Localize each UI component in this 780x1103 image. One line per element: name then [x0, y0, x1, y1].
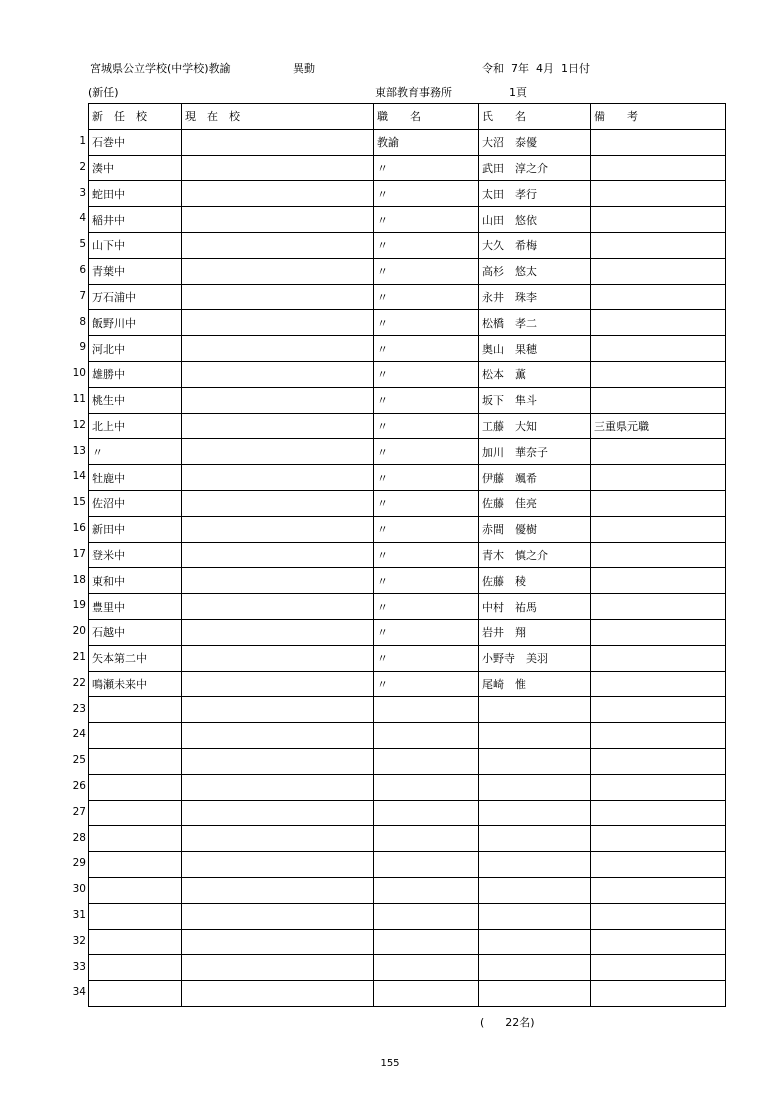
table-row: [89, 465, 726, 491]
cell-current-school: [182, 465, 374, 491]
cell-note: [591, 903, 726, 929]
cell-new-school: [89, 748, 182, 774]
row-number: 7: [79, 289, 86, 302]
cell-name: [479, 981, 591, 1007]
table-row: [89, 723, 726, 749]
cell-position: 〃: [374, 542, 479, 568]
cell-position: 〃: [374, 568, 479, 594]
effective-date: 令和 7年 4月 1日付: [482, 62, 590, 75]
cell-position: [374, 826, 479, 852]
cell-current-school: [182, 903, 374, 929]
cell-position: [374, 748, 479, 774]
cell-new-school: 石越中: [89, 619, 182, 645]
cell-name: 青木 慎之介: [479, 542, 591, 568]
cell-new-school: 鳴瀬未来中: [89, 671, 182, 697]
cell-new-school: 牡鹿中: [89, 465, 182, 491]
cell-name: 松橋 孝二: [479, 310, 591, 336]
cell-position: 〃: [374, 413, 479, 439]
cell-current-school: [182, 826, 374, 852]
row-number: 1: [79, 135, 86, 147]
cell-name: 佐藤 佳亮: [479, 490, 591, 516]
cell-position: [374, 981, 479, 1007]
row-number: 12: [72, 418, 86, 431]
cell-new-school: [89, 774, 182, 800]
cell-new-school: 矢本第二中: [89, 645, 182, 671]
cell-name: 奥山 果穂: [479, 336, 591, 362]
cell-new-school: 山下中: [89, 232, 182, 258]
cell-current-school: [182, 568, 374, 594]
cell-current-school: [182, 619, 374, 645]
table-row: [89, 284, 726, 310]
cell-new-school: 東和中: [89, 568, 182, 594]
cell-note: [591, 697, 726, 723]
cell-position: 〃: [374, 284, 479, 310]
cell-name: 佐藤 稜: [479, 568, 591, 594]
cell-current-school: [182, 361, 374, 387]
row-number: 18: [72, 573, 86, 586]
cell-position: 〃: [374, 516, 479, 542]
personnel-table: [88, 103, 726, 1007]
cell-new-school: [89, 697, 182, 723]
table-row: [89, 748, 726, 774]
cell-name: [479, 723, 591, 749]
cell-new-school: [89, 852, 182, 878]
row-number: 22: [72, 676, 86, 689]
cell-name: 中村 祐馬: [479, 594, 591, 620]
cell-name: 永井 珠李: [479, 284, 591, 310]
cell-position: [374, 852, 479, 878]
cell-position: [374, 929, 479, 955]
cell-name: 赤間 優樹: [479, 516, 591, 542]
column-header-position: 職 名: [374, 104, 479, 130]
cell-name: [479, 826, 591, 852]
cell-current-school: [182, 929, 374, 955]
cell-current-school: [182, 774, 374, 800]
cell-name: [479, 929, 591, 955]
cell-current-school: [182, 748, 374, 774]
cell-position: 〃: [374, 258, 479, 284]
cell-current-school: [182, 981, 374, 1007]
cell-note: [591, 310, 726, 336]
cell-note: [591, 129, 726, 155]
row-number: 6: [79, 263, 86, 276]
table-row: [89, 568, 726, 594]
cell-note: [591, 232, 726, 258]
row-number: 17: [72, 547, 86, 560]
cell-current-school: [182, 310, 374, 336]
cell-new-school: 万石浦中: [89, 284, 182, 310]
cell-current-school: [182, 542, 374, 568]
row-number: 34: [72, 986, 86, 999]
row-number: 30: [72, 883, 86, 896]
cell-new-school: 登米中: [89, 542, 182, 568]
cell-new-school: [89, 877, 182, 903]
cell-note: [591, 671, 726, 697]
column-header-name: 氏 名: [479, 104, 591, 130]
cell-note: [591, 826, 726, 852]
cell-name: [479, 903, 591, 929]
office-name: 東部教育事務所: [375, 86, 452, 99]
row-number-column: [60, 129, 86, 1006]
cell-note: [591, 387, 726, 413]
cell-current-school: [182, 181, 374, 207]
table-row: [89, 955, 726, 981]
cell-new-school: 佐沼中: [89, 490, 182, 516]
row-number: 3: [79, 186, 86, 199]
cell-new-school: [89, 903, 182, 929]
cell-position: 〃: [374, 594, 479, 620]
row-number: 29: [72, 857, 86, 870]
cell-current-school: [182, 232, 374, 258]
cell-note: [591, 439, 726, 465]
cell-name: [479, 955, 591, 981]
cell-note: [591, 748, 726, 774]
cell-current-school: [182, 336, 374, 362]
cell-current-school: [182, 671, 374, 697]
cell-name: 太田 孝行: [479, 181, 591, 207]
cell-name: 工藤 大知: [479, 413, 591, 439]
cell-current-school: [182, 439, 374, 465]
row-number: 27: [72, 805, 86, 818]
cell-new-school: 湊中: [89, 155, 182, 181]
cell-note: [591, 852, 726, 878]
total-count: ( 22名): [480, 1016, 535, 1029]
cell-note: [591, 490, 726, 516]
page-number: 155: [380, 1058, 400, 1069]
cell-note: [591, 619, 726, 645]
table-row: [89, 877, 726, 903]
row-number: 4: [79, 212, 86, 225]
cell-position: 〃: [374, 310, 479, 336]
cell-position: [374, 903, 479, 929]
table-row: [89, 697, 726, 723]
row-number: 14: [72, 470, 86, 483]
table-row: [89, 619, 726, 645]
row-number: 20: [72, 625, 86, 638]
row-number: 24: [72, 728, 86, 741]
table-row: [89, 929, 726, 955]
cell-note: [591, 361, 726, 387]
cell-new-school: 雄勝中: [89, 361, 182, 387]
cell-name: 尾崎 惟: [479, 671, 591, 697]
cell-position: [374, 774, 479, 800]
row-number: 23: [72, 702, 86, 715]
row-number: 26: [72, 779, 86, 792]
cell-current-school: [182, 516, 374, 542]
cell-position: 〃: [374, 465, 479, 491]
cell-note: [591, 465, 726, 491]
table-row: [89, 310, 726, 336]
cell-position: 教諭: [374, 129, 479, 155]
row-number: 19: [72, 599, 86, 612]
table-row: [89, 258, 726, 284]
table-row: [89, 439, 726, 465]
cell-position: 〃: [374, 155, 479, 181]
cell-name: [479, 877, 591, 903]
table-row: [89, 207, 726, 233]
cell-name: [479, 774, 591, 800]
cell-note: [591, 181, 726, 207]
cell-name: 小野寺 美羽: [479, 645, 591, 671]
table-row: [89, 129, 726, 155]
cell-name: 加川 華奈子: [479, 439, 591, 465]
cell-position: [374, 723, 479, 749]
cell-note: [591, 594, 726, 620]
cell-current-school: [182, 594, 374, 620]
cell-position: 〃: [374, 387, 479, 413]
cell-position: [374, 697, 479, 723]
cell-name: 高杉 悠太: [479, 258, 591, 284]
cell-note: [591, 542, 726, 568]
table-row: [89, 826, 726, 852]
cell-new-school: 石巻中: [89, 129, 182, 155]
table-row: [89, 645, 726, 671]
cell-new-school: 豊里中: [89, 594, 182, 620]
cell-note: [591, 336, 726, 362]
cell-note: [591, 774, 726, 800]
cell-note: [591, 207, 726, 233]
cell-current-school: [182, 413, 374, 439]
cell-note: [591, 723, 726, 749]
cell-position: 〃: [374, 619, 479, 645]
row-number: 32: [72, 934, 86, 947]
cell-name: 武田 淳之介: [479, 155, 591, 181]
cell-current-school: [182, 645, 374, 671]
cell-current-school: [182, 800, 374, 826]
row-number: 25: [72, 754, 86, 767]
row-number: 10: [72, 367, 86, 380]
table-row: [89, 542, 726, 568]
document-type: 異動: [293, 62, 315, 75]
table-row: [89, 594, 726, 620]
cell-current-school: [182, 877, 374, 903]
row-number: 21: [72, 650, 86, 663]
row-number: 16: [72, 521, 86, 534]
row-number: 28: [72, 831, 86, 844]
table-row: [89, 981, 726, 1007]
table-row: [89, 800, 726, 826]
row-number: 2: [79, 160, 86, 173]
column-header-new-school: 新 任 校: [89, 104, 182, 130]
cell-current-school: [182, 207, 374, 233]
row-number: 15: [72, 496, 86, 509]
cell-current-school: [182, 697, 374, 723]
cell-position: 〃: [374, 232, 479, 258]
table-row: [89, 671, 726, 697]
table-row: [89, 387, 726, 413]
cell-new-school: [89, 955, 182, 981]
category-label: (新任): [88, 86, 119, 99]
cell-note: [591, 155, 726, 181]
cell-position: 〃: [374, 336, 479, 362]
table-row: [89, 361, 726, 387]
cell-position: 〃: [374, 490, 479, 516]
cell-new-school: [89, 800, 182, 826]
row-number: 11: [72, 392, 86, 405]
cell-name: [479, 852, 591, 878]
cell-position: 〃: [374, 207, 479, 233]
cell-name: 伊藤 颯希: [479, 465, 591, 491]
row-number: 5: [79, 238, 86, 251]
document-title: 宮城県公立学校(中学校)教諭: [90, 62, 231, 75]
cell-name: 大久 希梅: [479, 232, 591, 258]
cell-note: [591, 645, 726, 671]
cell-note: 三重県元職: [591, 413, 726, 439]
cell-note: [591, 284, 726, 310]
cell-new-school: [89, 826, 182, 852]
cell-position: [374, 955, 479, 981]
column-header-note: 備 考: [591, 104, 726, 130]
cell-current-school: [182, 155, 374, 181]
cell-note: [591, 258, 726, 284]
cell-note: [591, 877, 726, 903]
page-label: 1頁: [509, 86, 527, 99]
table-row: [89, 774, 726, 800]
cell-new-school: 新田中: [89, 516, 182, 542]
cell-current-school: [182, 723, 374, 749]
cell-position: [374, 800, 479, 826]
cell-position: [374, 877, 479, 903]
cell-name: 大沼 泰優: [479, 129, 591, 155]
table-row: [89, 516, 726, 542]
cell-new-school: 青葉中: [89, 258, 182, 284]
cell-new-school: 飯野川中: [89, 310, 182, 336]
row-number: 13: [72, 444, 86, 457]
table-row: [89, 232, 726, 258]
cell-note: [591, 568, 726, 594]
cell-new-school: 蛇田中: [89, 181, 182, 207]
row-number: 31: [72, 908, 86, 921]
cell-name: [479, 697, 591, 723]
cell-new-school: 桃生中: [89, 387, 182, 413]
table-row: [89, 903, 726, 929]
cell-new-school: [89, 723, 182, 749]
cell-note: [591, 516, 726, 542]
table-row: [89, 490, 726, 516]
cell-current-school: [182, 955, 374, 981]
cell-current-school: [182, 284, 374, 310]
row-number: 9: [79, 341, 86, 354]
cell-position: 〃: [374, 361, 479, 387]
cell-note: [591, 800, 726, 826]
cell-current-school: [182, 490, 374, 516]
cell-position: 〃: [374, 439, 479, 465]
table-row: [89, 413, 726, 439]
cell-name: 岩井 翔: [479, 619, 591, 645]
cell-new-school: 〃: [89, 439, 182, 465]
cell-current-school: [182, 852, 374, 878]
cell-name: 坂下 隼斗: [479, 387, 591, 413]
row-number: 33: [72, 960, 86, 973]
table-row: [89, 852, 726, 878]
cell-name: [479, 748, 591, 774]
column-header-current-school: 現 在 校: [182, 104, 374, 130]
cell-new-school: 北上中: [89, 413, 182, 439]
cell-note: [591, 981, 726, 1007]
cell-note: [591, 929, 726, 955]
cell-new-school: 河北中: [89, 336, 182, 362]
cell-position: 〃: [374, 671, 479, 697]
cell-name: 山田 悠依: [479, 207, 591, 233]
table-row: [89, 181, 726, 207]
table-header-row: [89, 104, 726, 130]
cell-note: [591, 955, 726, 981]
table-row: [89, 155, 726, 181]
cell-position: 〃: [374, 181, 479, 207]
cell-name: 松本 薫: [479, 361, 591, 387]
cell-current-school: [182, 129, 374, 155]
cell-position: 〃: [374, 645, 479, 671]
cell-new-school: 稲井中: [89, 207, 182, 233]
cell-current-school: [182, 258, 374, 284]
table-row: [89, 336, 726, 362]
row-number: 8: [79, 315, 86, 328]
cell-name: [479, 800, 591, 826]
cell-new-school: [89, 981, 182, 1007]
cell-current-school: [182, 387, 374, 413]
cell-new-school: [89, 929, 182, 955]
